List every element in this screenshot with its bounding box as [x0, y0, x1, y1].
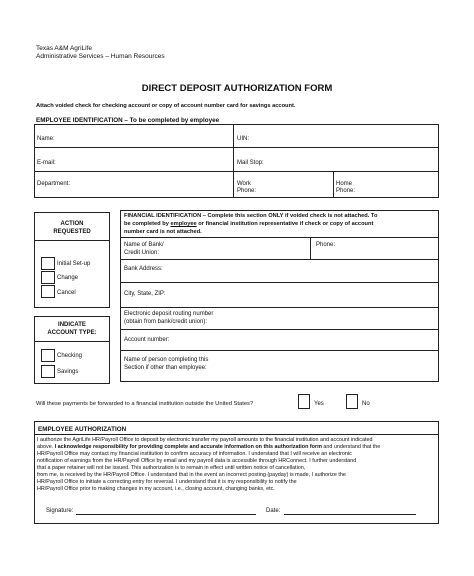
name-label: Name:	[37, 136, 55, 142]
authorization-line-7: HR/Payroll Office to initiate a correcting entry for reversal. I understand that it is my responsibility to notify the	[37, 479, 297, 485]
bank-name-label-2: Credit Union:	[124, 250, 160, 256]
financial-heading-line-1: FINANCIAL IDENTIFICATION – Complete this section ONLY if voided check is not attached. To	[124, 213, 378, 219]
signature-line	[76, 514, 256, 515]
bank-address-label: Bank Address:	[124, 266, 163, 272]
email-label: E-mail:	[37, 160, 56, 166]
bank-phone-label: Phone:	[316, 242, 336, 248]
employee-name-field[interactable]	[60, 128, 230, 145]
account-number-field[interactable]	[175, 332, 435, 348]
foreign-yes-checkbox[interactable]	[298, 394, 310, 409]
bank-address-field[interactable]	[165, 262, 435, 279]
authorization-line-1: I authorize the AgriLife HR/Payroll Office to deposit by electronic transfer my payroll amounts to the financial institution and account indicated	[37, 437, 373, 443]
bank-name-label-1: Name of Bank/	[124, 242, 164, 248]
account-type-heading-2: ACCOUNT TYPE:	[47, 330, 97, 336]
financial-heading-line-2: be completed by employee or financial institution representative if check or copy of account	[124, 221, 374, 227]
authorization-line-4: notification of earnings from the HR/Payroll Office by email and my payroll data is accessible through HRConnect. I further understand	[37, 458, 357, 464]
date-line	[284, 514, 416, 515]
work-phone-label: Phone:	[237, 188, 257, 194]
email-field[interactable]	[62, 151, 230, 168]
routing-number-field[interactable]	[220, 310, 435, 327]
authorization-heading: EMPLOYEE AUTHORIZATION	[38, 426, 127, 433]
foreign-yes-label: Yes	[314, 401, 324, 407]
checking-label: Checking	[57, 353, 83, 359]
authorization-line-6: from me, is received by the HR/Payroll Office. I understand that in the event an incorrect posting (payday) is made, I authorize the	[37, 472, 346, 478]
checking-checkbox[interactable]	[41, 349, 55, 362]
page-title: DIRECT DEPOSIT AUTHORIZATION FORM	[141, 83, 333, 94]
work-label: Work	[237, 181, 251, 187]
foreign-payments-question: Will these payments be forwarded to a financial institution outside the United States?	[36, 401, 254, 407]
financial-heading-line-3: number card is not attached.	[124, 229, 202, 235]
attach-instruction: Attach voided check for checking account or copy of account number card for savings account.	[36, 103, 296, 109]
person-completing-field[interactable]	[220, 353, 435, 379]
department-name: Administrative Services – Human Resources	[36, 53, 165, 60]
authorization-line-8: HR/Payroll Office prior to making changes in my account, i.e., closing account, changing banks, etc.	[37, 486, 275, 492]
date-label: Date:	[266, 508, 281, 514]
city-state-zip-label: City, State, ZIP:	[124, 291, 166, 297]
routing-label-2: (obtain from bank/credit union):	[124, 319, 208, 325]
home-phone-field[interactable]	[360, 175, 435, 194]
authorization-line-5: that a paper retainer will not be issued. This authorization is to remain in effect until written notice of cancellation,	[37, 465, 306, 471]
foreign-no-checkbox[interactable]	[346, 394, 358, 409]
account-type-heading-1: INDICATE	[58, 322, 86, 328]
bank-name-field[interactable]	[165, 240, 307, 257]
employee-id-heading: EMPLOYEE IDENTIFICATION – To be completed by employee	[36, 117, 220, 124]
savings-label: Savings	[57, 369, 79, 375]
initial-setup-label: Initial Set-up	[57, 261, 91, 267]
org-name: Texas A&M AgriLife	[36, 45, 92, 52]
action-heading-2: REQUESTED	[53, 229, 91, 235]
person-completing-label-1: Name of person completing this	[124, 357, 209, 363]
work-phone-field[interactable]	[260, 175, 330, 194]
uin-label: UIN:	[237, 136, 249, 142]
department-label: Department:	[37, 181, 71, 187]
home-phone-label: Phone:	[336, 188, 356, 194]
uin-field[interactable]	[255, 128, 435, 145]
department-field[interactable]	[78, 175, 230, 194]
foreign-no-label: No	[362, 401, 370, 407]
cancel-label: Cancel	[57, 290, 76, 296]
mailstop-field[interactable]	[270, 151, 435, 168]
signature-label: Signature:	[46, 508, 74, 514]
initial-setup-checkbox[interactable]	[41, 257, 55, 270]
authorization-line-3: HR/Payroll Office may contact my financial institution to confirm accuracy of information. I understand that I will receive an electronic	[37, 451, 352, 457]
cancel-checkbox[interactable]	[41, 285, 55, 298]
person-completing-label-2: Section if other than employee:	[124, 365, 207, 371]
bank-phone-field[interactable]	[340, 240, 435, 257]
home-label: Home	[336, 181, 353, 187]
savings-checkbox[interactable]	[41, 365, 55, 378]
signature-field[interactable]	[76, 503, 256, 514]
routing-label-1: Electronic deposit routing number	[124, 311, 214, 317]
mailstop-label: Mail Stop:	[237, 160, 264, 166]
authorization-line-2: above. I acknowledge responsibility for providing complete and accurate information on this authorization form and understand that the	[37, 444, 381, 450]
account-number-label: Account number:	[124, 337, 170, 343]
city-state-zip-field[interactable]	[175, 286, 435, 304]
change-label: Change	[57, 275, 79, 281]
date-field[interactable]	[284, 503, 416, 514]
change-checkbox[interactable]	[41, 271, 55, 284]
action-heading-1: ACTION	[60, 221, 84, 227]
